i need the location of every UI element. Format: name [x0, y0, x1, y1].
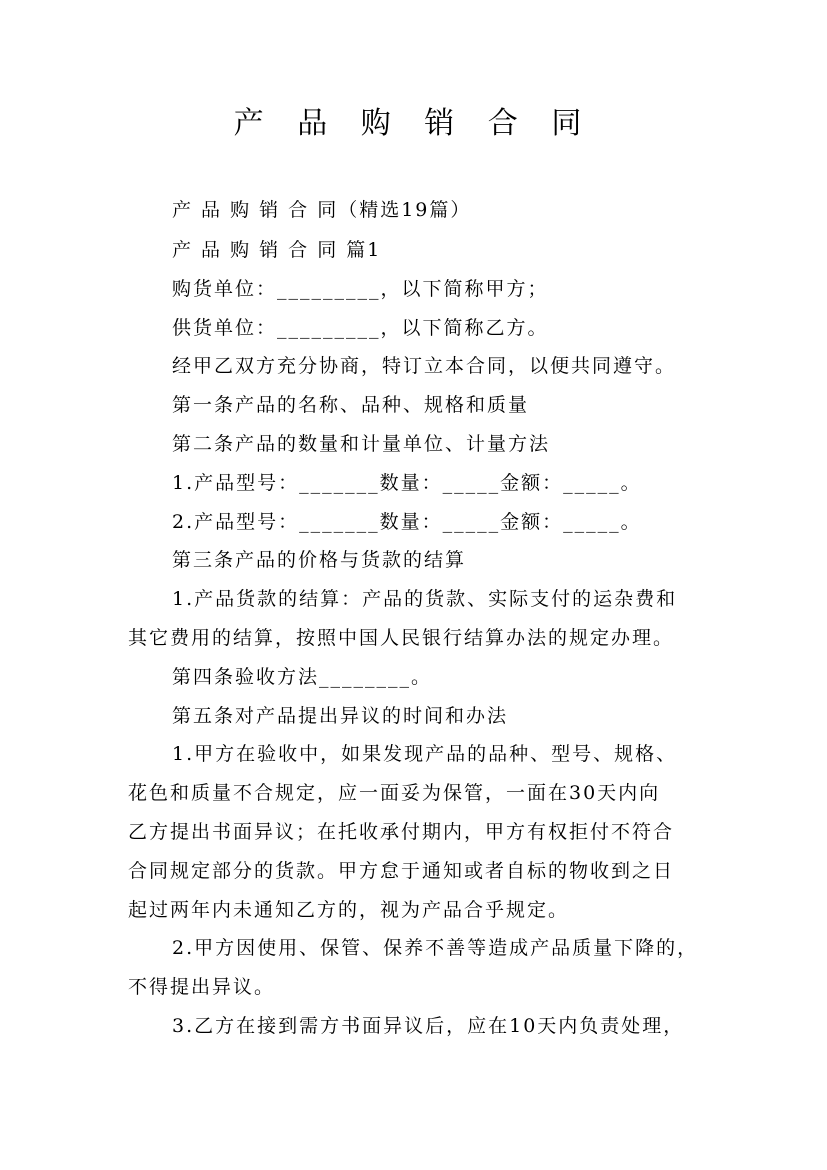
paragraph-line: 供货单位：_________，以下简称乙方。 [172, 317, 549, 339]
paragraph-line: 1.甲方在验收中，如果发现产品的品种、型号、规格、 [172, 743, 678, 765]
paragraph-line: 购货单位：_________，以下简称甲方； [172, 278, 549, 300]
paragraph-line: 2.甲方因使用、保管、保养不善等造成产品质量下降的， [172, 937, 699, 959]
paragraph-line: 第四条验收方法________。 [172, 666, 433, 688]
paragraph-line: 经甲乙双方充分协商，特订立本合同，以便共同遵守。 [172, 355, 677, 377]
paragraph-line: 第二条产品的数量和计量单位、计量方法 [172, 433, 551, 455]
paragraph-line: 其它费用的结算，按照中国人民银行结算办法的规定办理。 [128, 627, 675, 649]
paragraph-line: 花色和质量不合规定，应一面妥为保管，一面在30天内向 [128, 782, 661, 804]
paragraph-line: 产 品 购 销 合 同（精选19篇） [172, 199, 472, 221]
paragraph-line: 1.产品货款的结算：产品的货款、实际支付的运杂费和 [172, 588, 678, 610]
paragraph-line: 2.产品型号：_______数量：_____金额：_____。 [172, 511, 642, 533]
paragraph-line: 第三条产品的价格与货款的结算 [172, 549, 467, 571]
paragraph-line: 3.乙方在接到需方书面异议后，应在10天内负责处理， [172, 1015, 685, 1037]
paragraph-line: 第五条对产品提出异议的时间和办法 [172, 705, 509, 727]
paragraph-line: 合同规定部分的货款。甲方怠于通知或者自标的物收到之日 [128, 860, 675, 882]
paragraph-line: 1.产品型号：_______数量：_____金额：_____。 [172, 472, 642, 494]
paragraph-line: 第一条产品的名称、品种、规格和质量 [172, 394, 530, 416]
document-title: 产 品 购 销 合 同 [233, 106, 594, 141]
paragraph-line: 不得提出异议。 [128, 976, 276, 998]
paragraph-line: 产 品 购 销 合 同 篇1 [172, 239, 382, 261]
paragraph-line: 起过两年内未通知乙方的，视为产品合乎规定。 [128, 899, 570, 921]
paragraph-line: 乙方提出书面异议；在托收承付期内，甲方有权拒付不符合 [128, 821, 675, 843]
